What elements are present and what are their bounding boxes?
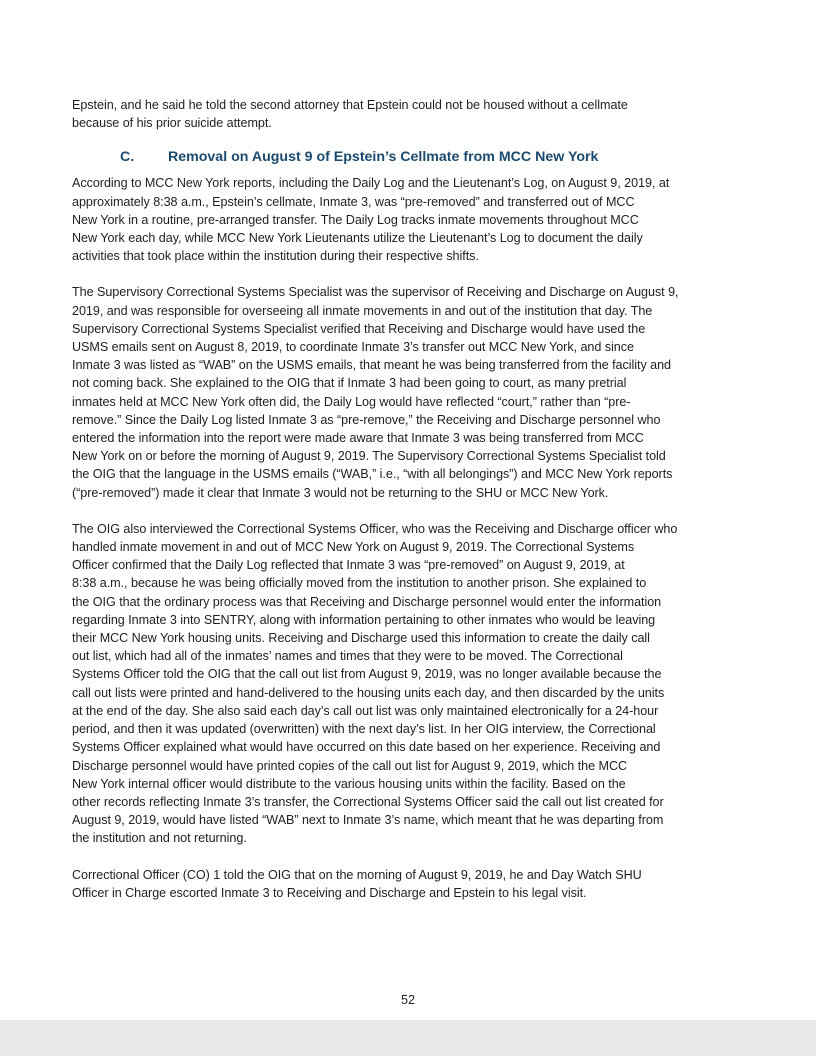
page-content xyxy=(72,96,744,902)
paragraph-1: According to MCC New York reports, including the Daily Log and the Lieutenant’s Log, on August 9, 2019, at approximately 8:38 a.m., Epstein’s cellmate, Inmate 3, was “pre-removed” and transferred out of MCC New York in a routine, pre-arranged transfer. The Daily Log tracks inmate movements throughout MCC New York each day, while MCC New York Lieutenants utilize the Lieutenant’s Log to document the daily activities that took place within the institution during their respective shifts. xyxy=(72,176,670,264)
paragraph-4: Correctional Officer (CO) 1 told the OIG that on the morning of August 9, 2019, he and Day Watch SHU Officer in Charge escorted Inmate 3 to Receiving and Discharge and Epstein to his legal visit. xyxy=(72,867,642,900)
section-letter: C. xyxy=(120,149,135,166)
section-heading xyxy=(120,148,744,166)
paragraph-2: The Supervisory Correctional Systems Specialist was the supervisor of Receiving and Discharge on August 9, 2019, and was responsible for overseeing all inmate movements in and out of the institution that day. The Supervisory Correctional Systems Specialist verified that Receiving and Discharge would have used the USMS emails sent on August 8, 2019, to coordinate Inmate 3’s transfer out MCC New York, and since Inmate 3 was listed as “WAB” on the USMS emails, that meant he was being transferred from the facility and not coming back. She explained to the OIG that if Inmate 3 had been going to court, as many pretrial inmates held at MCC New York often did, the Daily Log would have reflected “court,” rather than “pre- remove.” Since the Daily Log listed Inmate 3 as “pre-remove,” the Receiving and Discharge personnel who entered the information into the report were made aware that Inmate 3 was being transferred from MCC New York on or before the morning of August 9, 2019. The Supervisory Correctional Systems Specialist told the OIG that the language in the USMS emails (“WAB,” i.e., “with all belongings”) and MCC New York reports (“pre-removed”) made it clear that Inmate 3 would not be returning to the SHU or MCC New York. xyxy=(72,285,679,500)
paragraph-3: The OIG also interviewed the Correctional Systems Officer, who was the Receiving and Discharge officer who handled inmate movement in and out of MCC New York on August 9, 2019. The Correctional Systems Officer confirmed that the Daily Log reflected that Inmate 3 was “pre-removed” on August 9, 2019, at 8:38 a.m., because he was being officially moved from the institution to another prison. She explained to the OIG that the ordinary process was that Receiving and Discharge personnel would enter the information regarding Inmate 3 into SENTRY, along with information pertaining to other inmates who would be leaving their MCC New York housing units. Receiving and Discharge used this information to create the daily call out list, which had all of the inmates’ names and times that they were to be moved. The Correctional Systems Officer told the OIG that the call out list from August 9, 2019, was no longer available because the call out lists were printed and hand-delivered to the housing units each day, and then discarded by the units at the end of the day. She also said each day’s call out list was only maintained electronically for a 24-hour period, and then it was updated (overwritten) with the next day’s list. In her OIG interview, the Correctional Systems Officer explained what would have occurred on this date based on her experience. Receiving and Discharge personnel would have printed copies of the call out list for August 9, 2019, which the MCC New York internal officer would distribute to the various housing units within the facility. Based on the other records reflecting Inmate 3’s transfer, the Correctional Systems Officer said the call out list created for August 9, 2019, would have listed “WAB” next to Inmate 3’s name, which meant that he was departing from the institution and not returning. xyxy=(72,521,678,846)
page-number: 52 xyxy=(400,993,415,1007)
section-title: Removal on August 9 of Epstein’s Cellmate from MCC New York xyxy=(168,149,599,166)
intro-paragraph: Epstein, and he said he told the second attorney that Epstein could not be housed without a cellmate because of his prior suicide attempt. xyxy=(72,98,628,131)
